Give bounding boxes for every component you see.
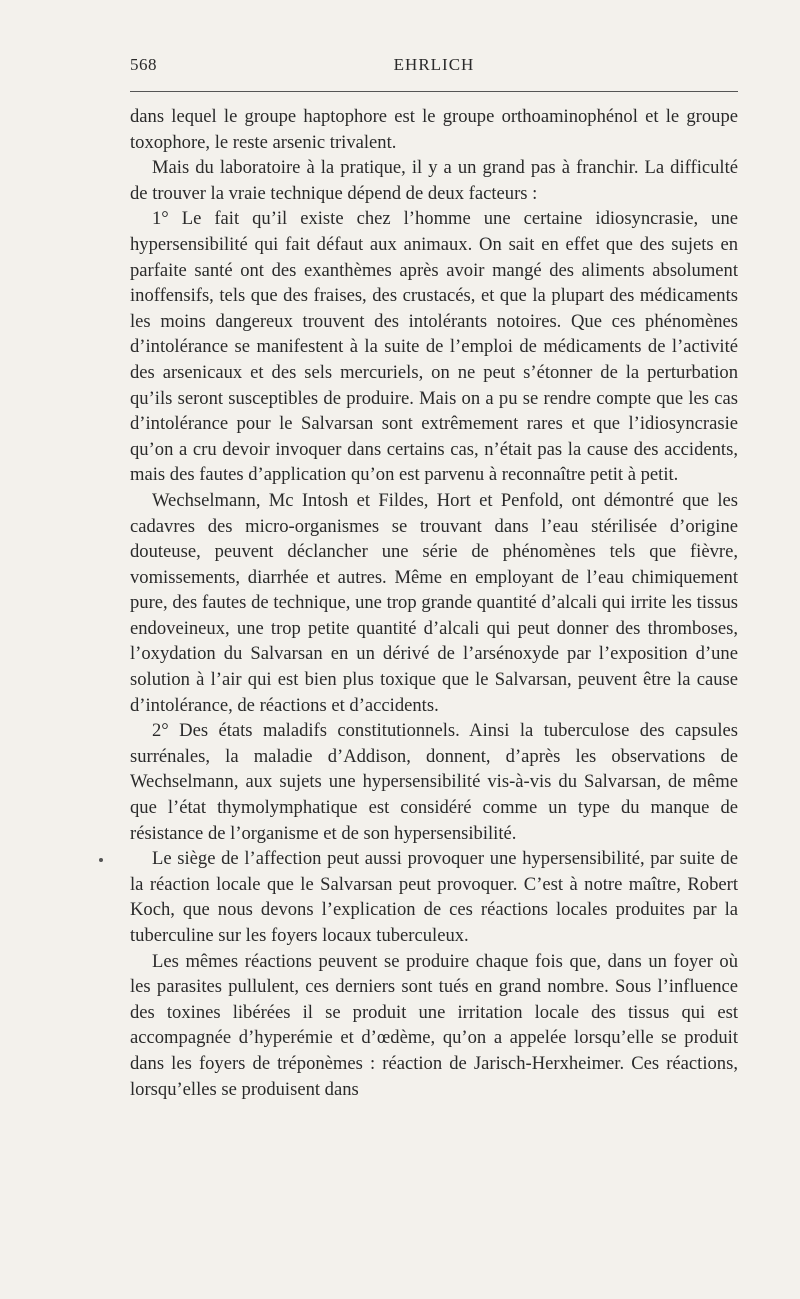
header-rule [130, 91, 738, 92]
paragraph-5: 2° Des états maladifs constitutionnels. Ainsi la tuberculose des capsules surrénales, la maladie d’Addison, donnent, d’après les observations de Wechselmann, aux sujets une hypersensibilité vis-à-vis du Salvarsan, de même que l’état thymolymphatique est considéré comme un type du manque de résistance de l’organisme et de son hypersensibilité. [130, 720, 738, 844]
paragraph-3: 1° Le fait qu’il existe chez l’homme une certaine idiosyncrasie, une hypersensibilité qui fait défaut aux animaux. On sait en effet que des sujets en parfaite santé ont des exanthèmes après avoir mangé des aliments absolument inoffensifs, tels que des fraises, des crustacés, et que la plupart des médicaments les moins dangereux trouvent des intolérants notoires. Que ces phénomènes d’intolérance se manifestent à la suite de l’emploi de médicaments de l’activité des arsenicaux et des sels mercuriels, on ne peut s’étonner de la perturbation qu’ils seront susceptibles de produire. Mais on a pu se rendre compte que les cas d’intolérance pour le Salvarsan sont extrêmement rares et que l’idiosyncrasie qu’on a cru devoir invoquer dans certains cas, n’était pas la cause des accidents, mais des fautes d’application qu’on est parvenu à reconnaître petit à petit. [130, 208, 738, 486]
page-header [130, 55, 738, 81]
paragraph-4: Wechselmann, Mc Intosh et Fildes, Hort et Penfold, ont démontré que les cadavres des micro-organismes se trouvant dans l’eau stérilisée d’origine douteuse, peuvent déclancher une série de phénomènes tels que fièvre, vomissements, diarrhée et autres. Même en employant de l’eau chimiquement pure, des fautes de technique, une trop grande quantité d’alcali qui irrite les tissus endoveineux, une trop petite quantité d’alcali qui peut donner des thromboses, l’oxydation du Salvarsan en un dérivé de l’arsénoxyde par l’exposition d’une solution à l’air qui est bien plus toxique que le Salvarsan, peuvent être la cause d’intolérance, de réactions et d’accidents. [130, 489, 738, 716]
paragraph-2: Mais du laboratoire à la pratique, il y a un grand pas à franchir. La difficulté de trouver la vraie technique dépend de deux facteurs : [130, 157, 738, 204]
body-text [130, 104, 738, 1102]
margin-mark [99, 858, 103, 862]
paragraph-7: Les mêmes réactions peuvent se produire chaque fois que, dans un foyer où les parasites pullulent, ces derniers sont tués en grand nombre. Sous l’influence des toxines libérées il se produit une irritation locale des tissus qui est accompagnée d’hyperémie et d’œdème, qu’on a appelée lorsqu’elle se produit dans les foyers de tréponèmes : réaction de Jarisch-Herxheimer. Ces réactions, lorsqu’elles se produisent dans [130, 950, 738, 1100]
paragraph-6: Le siège de l’affection peut aussi provoquer une hypersensibilité, par suite de la réaction locale que le Salvarsan peut provoquer. C’est à notre maître, Robert Koch, que nous devons l’explication de ces réactions locales produites par la tuberculine sur les foyers locaux tuberculeux. [130, 848, 738, 946]
running-head: EHRLICH [393, 55, 475, 74]
paragraph-1: dans lequel le groupe haptophore est le groupe orthoaminophénol et le groupe toxophore, le reste arsenic trivalent. [130, 106, 738, 153]
page-number: 568 [130, 55, 157, 74]
